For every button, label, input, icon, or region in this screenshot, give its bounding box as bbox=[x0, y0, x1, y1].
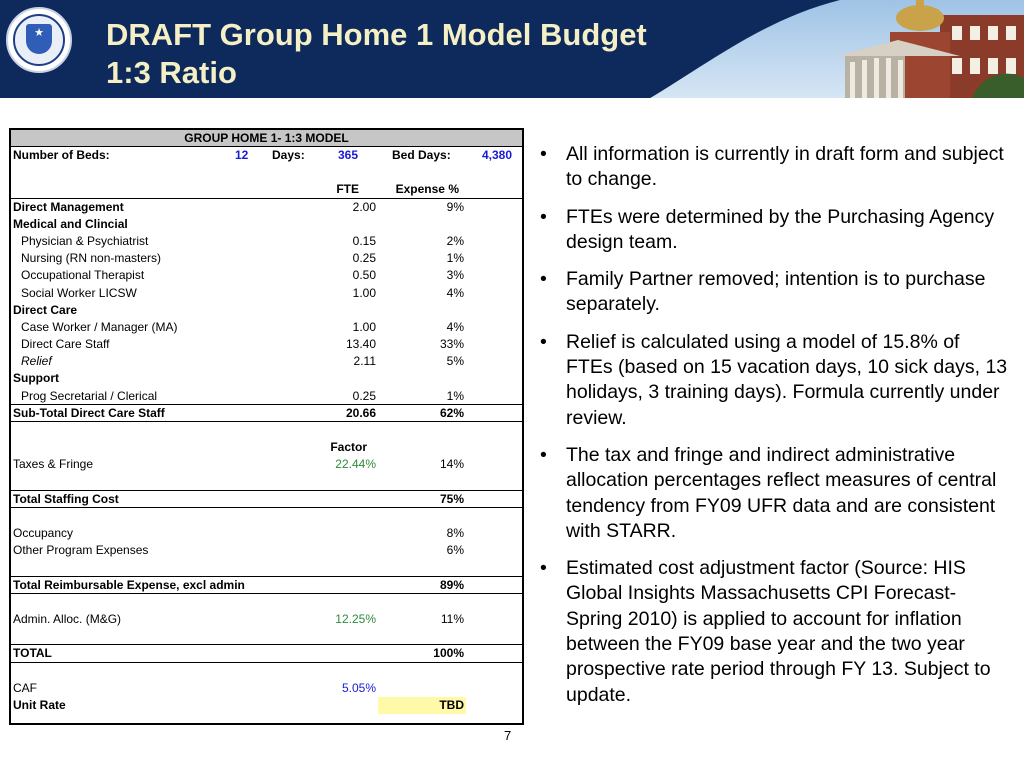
fte-value: 0.50 bbox=[352, 268, 376, 283]
row-label: Nursing (RN non-masters) bbox=[21, 251, 162, 266]
expense-pct: 4% bbox=[446, 285, 464, 300]
expense-pct: 89% bbox=[439, 577, 464, 592]
beds-label: Number of Beds: bbox=[13, 148, 110, 162]
expense-pct: 11% bbox=[440, 612, 464, 627]
bed-days-value: 4,380 bbox=[481, 148, 512, 162]
row-label: Direct Management bbox=[13, 199, 124, 214]
total-staffing-row bbox=[11, 491, 522, 508]
fte-value: 13.40 bbox=[345, 337, 376, 352]
days-label: Days: bbox=[272, 148, 305, 162]
page-number: 7 bbox=[504, 728, 512, 743]
beds-value: 12 bbox=[235, 148, 249, 162]
row-label: Total Staffing Cost bbox=[13, 491, 119, 506]
factor-header-row bbox=[11, 439, 522, 456]
row-label: Case Worker / Manager (MA) bbox=[21, 319, 178, 334]
row-label: Total Reimbursable Expense, excl admin bbox=[13, 577, 245, 592]
table-row bbox=[11, 285, 522, 302]
row-label: Occupational Therapist bbox=[21, 268, 145, 283]
list-item: • Relief is calculated using a model of 15.8% of FTEs (based on 15 vacation days, 10 sick days, 13 holidays, 3 training days). Formula currently under review. bbox=[538, 330, 1008, 431]
header-banner bbox=[0, 0, 1024, 104]
days-value: 365 bbox=[338, 148, 359, 162]
section-label bbox=[11, 216, 522, 233]
bed-days-label: Bed Days: bbox=[392, 148, 451, 162]
row-label: Admin. Alloc. (M&G) bbox=[13, 612, 122, 627]
expense-pct: 2% bbox=[446, 233, 464, 248]
row-label: TOTAL bbox=[13, 646, 52, 661]
expense-pct: 4% bbox=[446, 319, 464, 334]
spacer-row bbox=[11, 422, 522, 439]
title-line-1: DRAFT Group Home 1 Model Budget bbox=[106, 17, 647, 52]
row-label: Other Program Expenses bbox=[13, 543, 149, 558]
row-label: Relief bbox=[21, 354, 52, 369]
expense-pct: 3% bbox=[446, 268, 464, 283]
expense-pct: 6% bbox=[446, 543, 464, 558]
total-row bbox=[11, 645, 522, 662]
budget-table bbox=[9, 128, 524, 725]
row-label: Sub-Total Direct Care Staff bbox=[13, 405, 165, 420]
row-label: CAF bbox=[13, 680, 37, 695]
table-row bbox=[11, 353, 522, 370]
slide-title bbox=[106, 16, 647, 92]
expense-pct: 14% bbox=[439, 457, 464, 472]
list-item: • The tax and fringe and indirect administrative allocation percentages reflect measures of central tendency from FY09 UFR data and are consistent with STARR. bbox=[538, 443, 1008, 544]
table-row bbox=[11, 388, 522, 405]
fte-value: 2.11 bbox=[353, 354, 376, 369]
fte-value: 20.66 bbox=[345, 405, 376, 420]
expense-pct: 5% bbox=[446, 354, 464, 369]
factor-value: 12.25% bbox=[335, 612, 376, 627]
spacer-row bbox=[11, 663, 522, 680]
table-row bbox=[11, 319, 522, 336]
table-heading: GROUP HOME 1- 1:3 MODEL bbox=[11, 130, 522, 147]
column-header-row bbox=[11, 181, 522, 198]
table-row bbox=[11, 267, 522, 284]
table-row bbox=[11, 336, 522, 353]
unit-rate-value: TBD bbox=[378, 697, 466, 714]
spacer-row bbox=[11, 164, 522, 181]
row-label: Social Worker LICSW bbox=[21, 285, 137, 300]
table-row bbox=[11, 680, 522, 697]
list-item: • Family Partner removed; intention is to purchase separately. bbox=[538, 267, 1008, 318]
unit-rate-row bbox=[11, 697, 522, 714]
table-row bbox=[11, 542, 522, 559]
spacer-row bbox=[11, 560, 522, 577]
fte-value: 2.00 bbox=[352, 199, 376, 214]
subtotal-row bbox=[11, 405, 522, 422]
row-label: Prog Secretarial / Clerical bbox=[21, 388, 158, 403]
total-reimbursable-row bbox=[11, 577, 522, 594]
seal-shield-icon bbox=[26, 24, 52, 54]
list-item: • Estimated cost adjustment factor (Source: HIS Global Insights Massachusetts CPI Forecast-Spring 2010) is applied to account for inflation between the FY09 base year and the two year prospective rate period through FY 13. Subject to update. bbox=[538, 556, 1008, 708]
massachusetts-seal-icon bbox=[6, 7, 72, 73]
expense-pct: 1% bbox=[446, 251, 464, 266]
factor-value: 22.44% bbox=[335, 457, 376, 472]
row-label: Physician & Psychiatrist bbox=[21, 233, 149, 248]
fte-value: 1.00 bbox=[352, 319, 376, 334]
table-row bbox=[11, 250, 522, 267]
row-label: Taxes & Fringe bbox=[13, 457, 94, 472]
expense-pct: 33% bbox=[439, 337, 464, 352]
table-row bbox=[11, 233, 522, 250]
list-item: • All information is currently in draft form and subject to change. bbox=[538, 142, 1008, 193]
seal-star-icon: ★ bbox=[34, 27, 44, 39]
expense-pct: 62% bbox=[439, 405, 464, 420]
medical-section-label: Medical and Clincial bbox=[13, 216, 128, 231]
expense-pct: 1% bbox=[446, 388, 464, 403]
table-row bbox=[11, 611, 522, 628]
fte-column-header: FTE bbox=[336, 182, 359, 197]
expense-pct: 9% bbox=[446, 199, 464, 214]
caf-value: 5.05% bbox=[341, 680, 376, 695]
banner-divider bbox=[0, 98, 1024, 104]
spacer-row bbox=[11, 594, 522, 611]
fte-value: 0.25 bbox=[352, 251, 376, 266]
direct-care-section-label: Direct Care bbox=[13, 302, 78, 317]
section-label bbox=[11, 302, 522, 319]
state-house-image bbox=[640, 0, 1024, 104]
row-label: Occupancy bbox=[13, 526, 74, 541]
spacer-row bbox=[11, 628, 522, 645]
fte-value: 0.25 bbox=[352, 388, 376, 403]
section-label bbox=[11, 370, 522, 387]
expense-pct: 75% bbox=[439, 491, 464, 506]
spacer-row bbox=[11, 474, 522, 491]
notes-list bbox=[538, 142, 1008, 720]
factor-column-header: Factor bbox=[330, 440, 367, 455]
expense-pct: 100% bbox=[433, 646, 464, 661]
fte-value: 0.15 bbox=[352, 233, 376, 248]
table-row bbox=[11, 525, 522, 542]
beds-row bbox=[11, 147, 522, 164]
list-item: • FTEs were determined by the Purchasing Agency design team. bbox=[538, 205, 1008, 256]
row-label: Direct Care Staff bbox=[21, 337, 110, 352]
spacer-row bbox=[11, 508, 522, 525]
row-label: Unit Rate bbox=[13, 698, 66, 712]
title-line-2: 1:3 Ratio bbox=[106, 55, 237, 90]
expense-column-header: Expense % bbox=[395, 182, 459, 197]
table-row bbox=[11, 199, 522, 216]
fte-value: 1.00 bbox=[352, 285, 376, 300]
table-row bbox=[11, 456, 522, 473]
support-section-label: Support bbox=[13, 371, 59, 386]
expense-pct: 8% bbox=[446, 526, 464, 541]
